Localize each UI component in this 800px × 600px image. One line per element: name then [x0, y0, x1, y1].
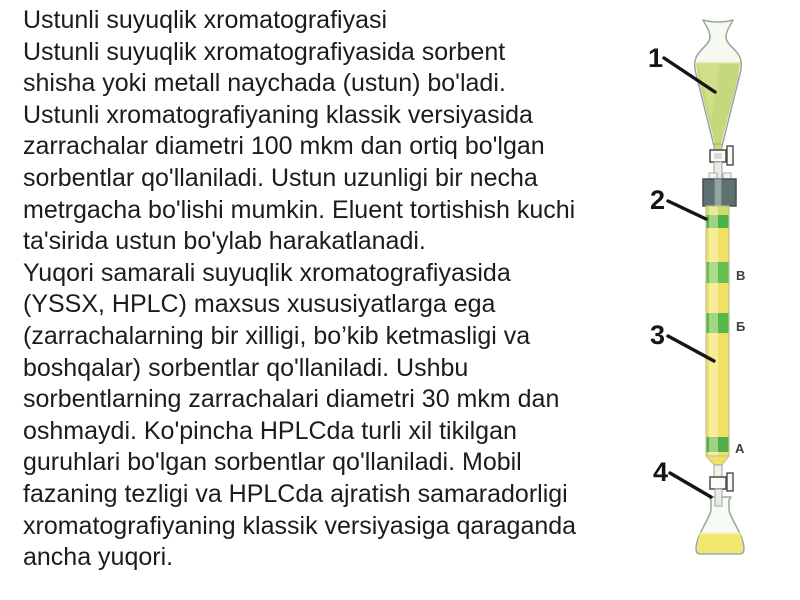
- zone-letter-v: В: [736, 268, 746, 283]
- text-line: Ustunli suyuqlik xromatografiyasida sorbent: [23, 37, 506, 66]
- callout-number-1: 1: [648, 43, 664, 73]
- callout-number-3: 3: [650, 320, 666, 350]
- zone-letter-b: Б: [736, 319, 746, 334]
- slide-text-block: [23, 5, 635, 574]
- text-line: sorbentlar qo'llaniladi. Ustun uzunligi bir necha: [23, 163, 538, 192]
- text-line: oshmaydi. Ko'pincha HPLCda turli xil tikilgan: [23, 416, 517, 445]
- text-line: zarrachalar diametri 100 mkm dan ortiq bo'lgan: [23, 132, 545, 161]
- column-highlight: [709, 206, 718, 456]
- text-line: ta'sirida ustun bo'ylab harakatlanadi.: [23, 227, 426, 256]
- text-line: Yuqori samarali suyuqlik xromatografiyasida: [23, 258, 511, 287]
- collection-flask: [696, 489, 744, 554]
- outlet-stopcock: [710, 465, 733, 491]
- outlet-body: [710, 477, 726, 489]
- text-line: metrgacha bo'lishi mumkin. Eluent tortishish kuchi: [23, 195, 576, 224]
- text-line: sorbentlarning zarrachalari diametri 30 mkm dan: [23, 385, 560, 414]
- text-line: xromatografiyaning klassik versiyasiga qaraganda: [23, 511, 577, 540]
- stopcock-handle: [727, 146, 733, 165]
- slide-title: Ustunli suyuqlik xromatografiyasi: [23, 6, 388, 34]
- text-line: boshqalar) sorbentlar qo'llaniladi. Ushbu: [23, 353, 469, 382]
- outlet-tube: [715, 489, 722, 506]
- zone-letter-a: А: [735, 441, 745, 456]
- chromatography-column-diagram: [640, 0, 800, 600]
- adapter-inner-tube: [715, 179, 722, 206]
- callout-line-4: [670, 473, 711, 497]
- callout-number-4: 4: [653, 457, 669, 487]
- column-taper: [706, 456, 729, 465]
- text-line: (YSSX, HPLC) maxsus xususiyatlarga ega: [23, 290, 496, 319]
- callout-line-2: [668, 201, 706, 219]
- flask-liquid: [697, 533, 743, 553]
- callout-number-2: 2: [650, 185, 666, 215]
- outlet-handle: [727, 473, 733, 491]
- text-line: fazaning tezligi va HPLCda ajratish samaradorligi: [23, 479, 568, 508]
- text-line: ancha yuqori.: [23, 543, 174, 572]
- text-line: guruhlari bo'lgan sorbentlar qo'llaniladi. Mobil: [23, 448, 522, 477]
- text-line: (zarrachalarning bir xilligi, bo’kib ketmasligi va: [23, 321, 531, 350]
- text-line: shisha yoki metall naychada (ustun) bo'ladi.: [23, 69, 506, 98]
- text-line: Ustunli xromatografiyaning klassik versiyasida: [23, 100, 533, 129]
- sorbent-column: [706, 206, 729, 465]
